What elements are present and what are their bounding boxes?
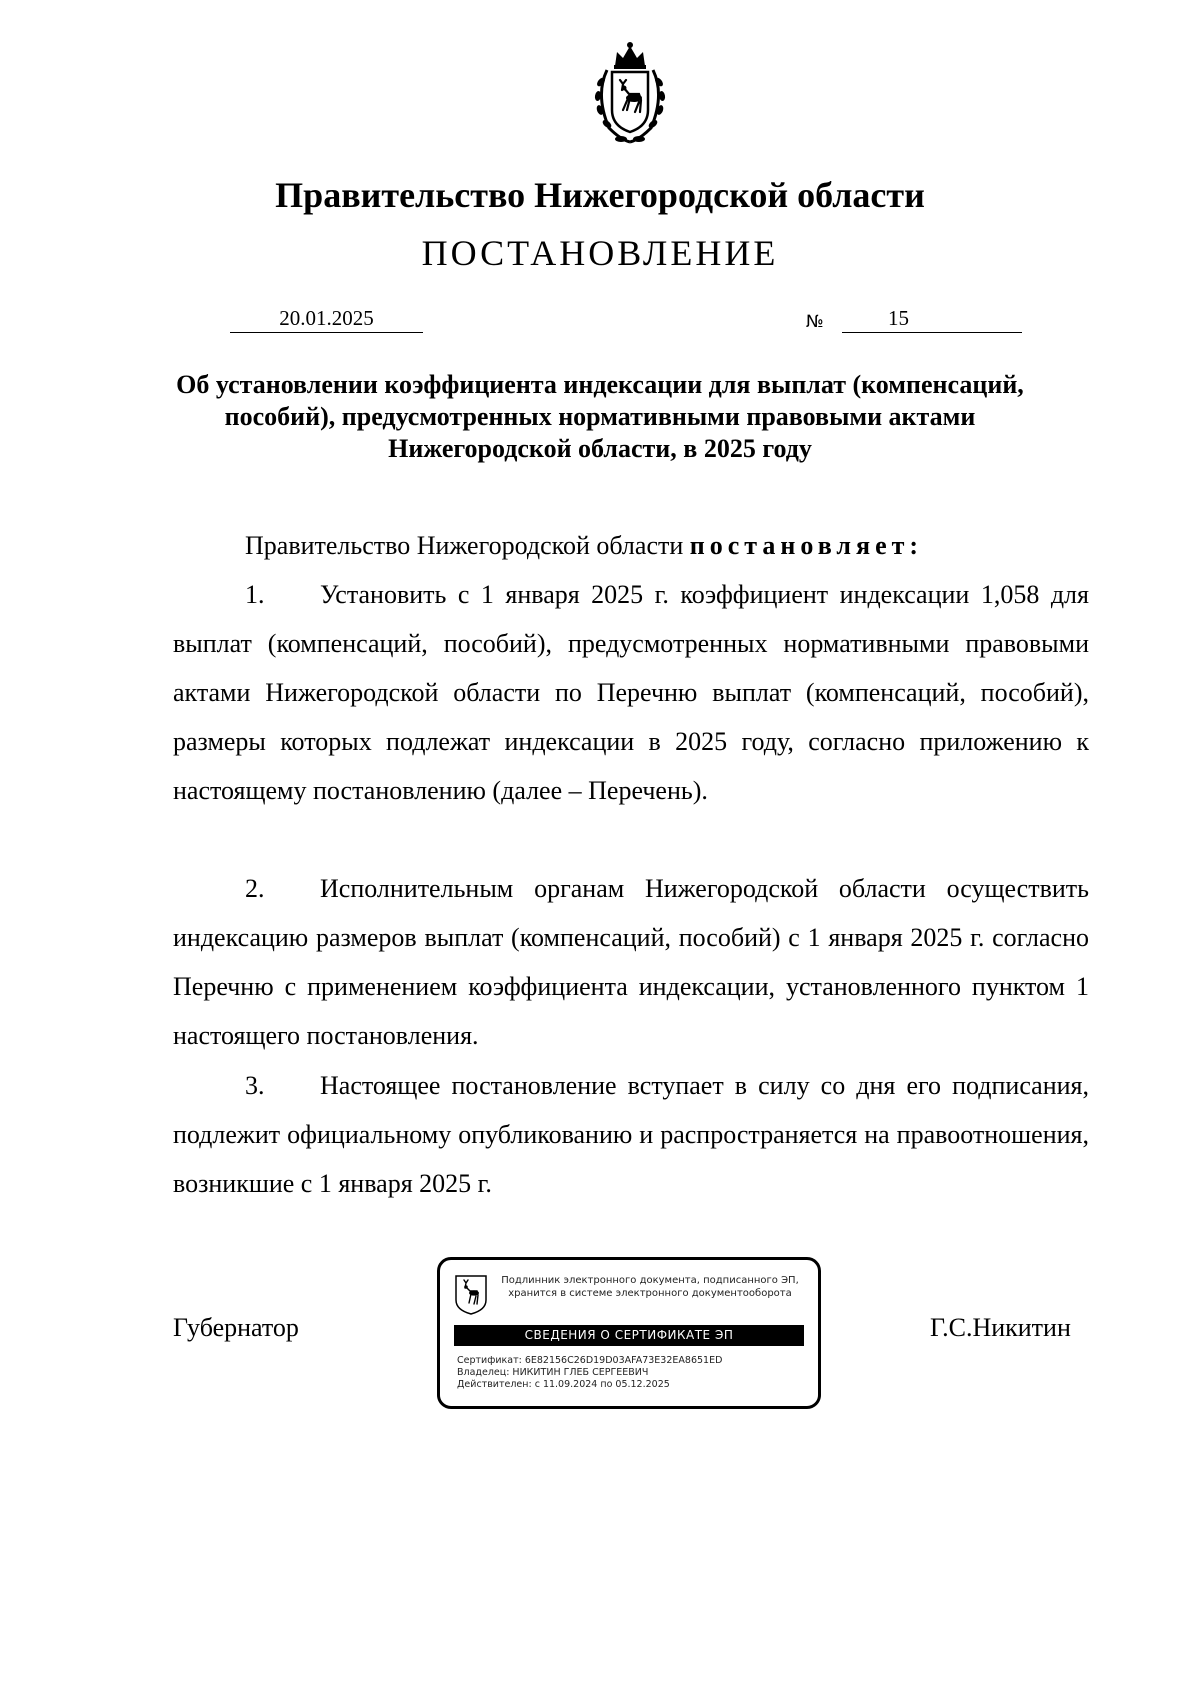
document-date: 20.01.2025 xyxy=(230,304,423,333)
signatory-title: Губернатор xyxy=(173,1313,299,1342)
e-signature-stamp xyxy=(437,1257,821,1409)
list-item xyxy=(173,864,1089,1060)
coat-of-arms-icon xyxy=(577,40,683,148)
deer-emblem-icon xyxy=(454,1274,488,1316)
intro-paragraph xyxy=(173,521,1089,570)
item-text: Настоящее постановление вступает в силу со дня его подписания, подлежит официальному опубликованию и распространяется на правоотношения, возникшие с 1 января 2025 г. xyxy=(173,1071,1089,1198)
document-subject: Об установлении коэффициента индексации для выплат (компенсаций, пособий), предусмотренных нормативными правовыми актами Нижегородской области, в 2025 году xyxy=(176,370,1024,463)
document-number-field xyxy=(842,304,1022,333)
certificate-serial: Сертификат: 6E82156C26D19D03AFA73E32EA8651ED xyxy=(457,1355,723,1366)
signatory-name: Г.С.Никитин xyxy=(930,1313,1071,1342)
certificate-validity: Действителен: с 11.09.2024 по 05.12.2025 xyxy=(457,1379,670,1390)
item-number: 2. xyxy=(245,874,265,903)
item-number: 3. xyxy=(245,1071,265,1100)
certificate-notice: Подлинник электронного документа, подписанного ЭП, хранится в системе электронного документооборота xyxy=(501,1275,799,1299)
intro-prefix: Правительство Нижегородской области xyxy=(245,531,684,560)
item-number: 1. xyxy=(245,580,265,609)
organization-title: Правительство Нижегородской области xyxy=(275,175,925,215)
document-number: 15 xyxy=(888,306,909,330)
item-text: Установить с 1 января 2025 г. коэффициент индексации 1,058 для выплат (компенсаций, пособий), предусмотренных нормативными правовыми актами Нижегородской области по Перечню выплат (компенсаций, пособий), размеры которых подлежат индексации в 2025 году, согласно приложению к настоящему постановлению (далее – Перечень). xyxy=(173,580,1089,805)
list-item xyxy=(173,570,1089,815)
intro-action: постановляет: xyxy=(689,531,924,560)
certificate-owner: Владелец: НИКИТИН ГЛЕБ СЕРГЕЕВИЧ xyxy=(457,1367,649,1378)
number-sign: № xyxy=(806,312,824,332)
certificate-header: СВЕДЕНИЯ О СЕРТИФИКАТЕ ЭП xyxy=(454,1325,804,1346)
list-item xyxy=(173,1061,1089,1208)
document-type: ПОСТАНОВЛЕНИЕ xyxy=(421,233,779,273)
item-text: Исполнительным органам Нижегородской области осуществить индексацию размеров выплат (компенсаций, пособий) с 1 января 2025 г. согласно Перечню с применением коэффициента индексации, установленного пунктом 1 настоящего постановления. xyxy=(173,874,1089,1050)
